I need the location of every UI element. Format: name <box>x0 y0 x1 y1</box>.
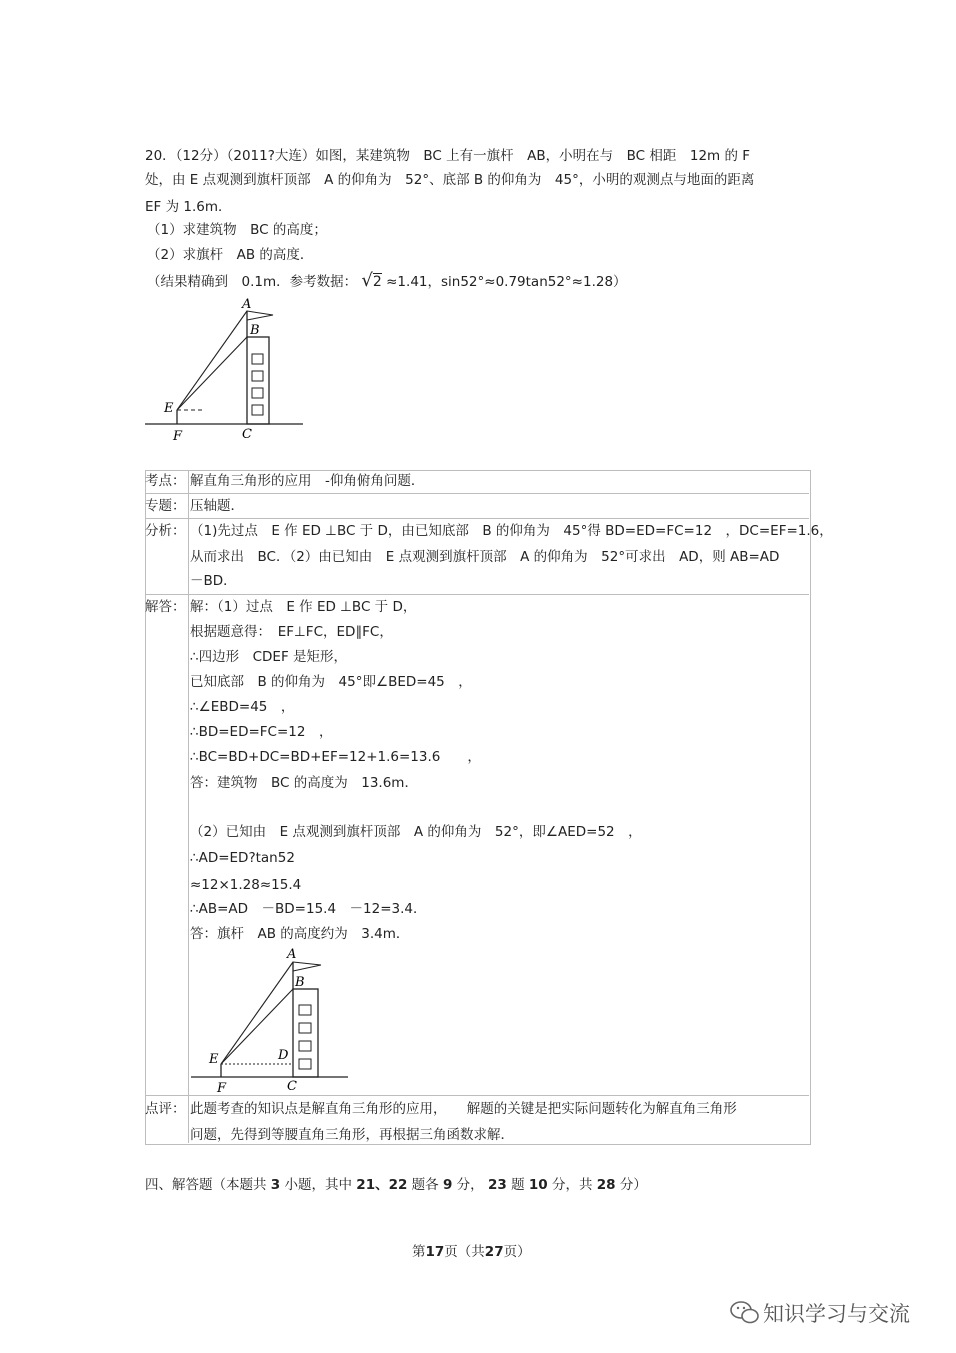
sqrt-value: 2 <box>372 274 382 290</box>
window <box>252 371 263 381</box>
question-2: （2）求旗杆 AB 的高度． <box>147 247 314 263</box>
sight-line-b <box>177 337 247 410</box>
window <box>299 1005 311 1015</box>
section-4-heading <box>145 1176 647 1194</box>
flag <box>247 311 273 320</box>
jieda-line: ∴四边形 CDEF 是矩形， <box>190 649 347 665</box>
label-f: F <box>217 1081 227 1094</box>
label-f: F <box>173 429 183 444</box>
jieda-line: ≈12×1.28≈15.4 <box>190 877 302 893</box>
total-pages: 27 <box>484 1244 504 1260</box>
label-a: A <box>287 947 297 962</box>
jieda-label: 解答： <box>145 599 186 615</box>
wechat-icon <box>730 1300 760 1326</box>
section-4-text: 小题，其中 <box>284 1177 352 1193</box>
dianping-line: 此题考查的知识点是解直角三角形的应用， 解题的关键是把实际问题转化为解直角三角形 <box>190 1101 737 1117</box>
row-divider <box>145 1095 809 1096</box>
footer-mid: 页（共 <box>444 1244 485 1260</box>
zhuanti-text: 压轴题． <box>190 498 244 514</box>
row-divider <box>145 594 809 595</box>
page-footer <box>412 1240 531 1260</box>
section-4-text: 分，共 <box>551 1177 593 1193</box>
reference-suffix: ≈1.41，sin52°≈0.79tan52°≈1.28） <box>386 274 627 290</box>
row-divider <box>145 518 809 519</box>
jieda-line: 已知底部 B 的仰角为 45°即∠BED=45 ， <box>190 674 472 690</box>
problem-line-2: 处，由 E 点观测到旗杆顶部 A 的仰角为 52°、底部 B 的仰角为 45°，小明的观测点与地面的距离 <box>145 172 755 188</box>
window <box>252 354 263 364</box>
label-b: B <box>250 323 260 338</box>
kaodian-text: 解直角三角形的应用 -仰角俯角问题． <box>190 473 425 489</box>
kaodian-label: 考点： <box>145 473 186 489</box>
figure-2 <box>188 942 358 1094</box>
jieda-line: ∴AB=AD －BD=15.4 －12=3.4． <box>190 901 427 917</box>
window <box>252 405 263 415</box>
section-4-question-pair: 21、22 <box>356 1177 408 1193</box>
jieda-line: 根据题意得： EF⊥FC，ED∥FC， <box>190 624 393 640</box>
jieda-line: 答：旗杆 AB 的高度约为 3.4m． <box>190 926 410 942</box>
flag <box>293 962 321 971</box>
section-4-count: 3 <box>270 1177 281 1193</box>
window <box>252 388 263 398</box>
page-number: 17 <box>425 1244 445 1260</box>
section-4-text: 题 <box>511 1177 525 1193</box>
row-divider <box>145 493 809 494</box>
section-4-text: 题各 <box>411 1177 439 1193</box>
label-e: E <box>209 1052 219 1067</box>
section-4-points-23: 10 <box>528 1177 548 1193</box>
label-e: E <box>164 401 174 416</box>
jieda-line: 答：建筑物 BC 的高度为 13.6m． <box>190 775 418 791</box>
jieda-line: ∴∠EBD=45 ， <box>190 699 295 715</box>
reference-data <box>147 272 627 291</box>
jieda-line: ∴BC=BD+DC=BD+EF=12+1.6=13.6 ， <box>190 749 481 765</box>
fenxi-label: 分析： <box>145 523 186 539</box>
label-c: C <box>287 1079 297 1094</box>
jieda-line: ∴AD=ED?tan52 <box>190 850 295 866</box>
dianping-label: 点评： <box>145 1101 186 1117</box>
label-b: B <box>295 975 305 990</box>
figure-1 <box>140 293 310 448</box>
label-a: A <box>242 297 252 312</box>
problem-line-3: EF 为 1.6m． <box>145 199 232 215</box>
fenxi-line: 从而求出 BC．（2）由已知由 E 点观测到旗杆顶部 A 的仰角为 52°可求出 AD，则 AB=AD <box>190 549 780 565</box>
window <box>299 1041 311 1051</box>
watermark-text: 知识学习与交流 <box>763 1302 910 1326</box>
problem-line-1: 20．（12分）（2011?大连）如图，某建筑物 BC 上有一旗杆 AB，小明在与 BC 相距 12m 的 F <box>145 148 751 164</box>
footer-prefix: 第 <box>412 1244 426 1260</box>
fenxi-line: －BD． <box>190 573 237 589</box>
sqrt-symbol: √ <box>361 270 373 291</box>
section-4-total: 28 <box>596 1177 616 1193</box>
question-1: （1）求建筑物 BC 的高度； <box>147 222 327 238</box>
window <box>299 1023 311 1033</box>
label-c: C <box>242 427 252 442</box>
jieda-line: 解：（1）过点 E 作 ED ⊥BC 于 D， <box>190 599 417 615</box>
section-4-points-each: 9 <box>442 1177 453 1193</box>
reference-prefix: （结果精确到 0.1m．参考数据： <box>147 274 358 290</box>
jieda-line: ∴BD=ED=FC=12 ， <box>190 724 333 740</box>
section-4-text: 分， <box>456 1177 484 1193</box>
label-d: D <box>278 1048 289 1063</box>
sight-line-a <box>177 311 247 410</box>
zhuanti-label: 专题： <box>145 498 186 514</box>
section-4-prefix: 四、解答题（本题共 <box>145 1177 267 1193</box>
window <box>299 1059 311 1069</box>
dianping-line: 问题，先得到等腰直角三角形，再根据三角函数求解． <box>190 1127 514 1143</box>
footer-suffix: 页） <box>503 1244 531 1260</box>
jieda-line: （2）已知由 E 点观测到旗杆顶部 A 的仰角为 52°，即∠AED=52 ， <box>190 824 642 840</box>
section-4-suffix: 分） <box>619 1177 647 1193</box>
fenxi-line: （1)先过点 E 作 ED ⊥BC 于 D，由已知底部 B 的仰角为 45°得 BD=ED=FC=12 ，DC=EF=1.6， <box>190 523 833 539</box>
section-4-question-23: 23 <box>487 1177 507 1193</box>
